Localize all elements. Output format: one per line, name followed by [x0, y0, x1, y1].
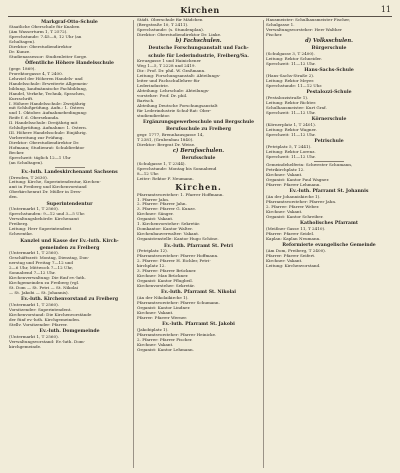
entry-line: Leitung: Rektor Meyer. [266, 77, 315, 83]
entry-line: Pfarrer: Pfarrer Werner. [137, 314, 188, 320]
entry-line: Becker. [9, 150, 25, 156]
subsection-title: b) Fachschulen. [175, 38, 222, 45]
entry-line: Pfarrer: Pfarrer Seidel. [266, 230, 315, 236]
entry-line: Reife f. d. Obersekunda. [9, 115, 60, 121]
entry-line: Weg 1—5, T 2228 und 2419. [137, 63, 196, 69]
column-divider-2 [263, 20, 264, 468]
entry-heading: Ev.-luth. Domgemeinde [39, 329, 100, 335]
page-title: Kirchen [180, 5, 220, 15]
column-1 [9, 18, 130, 470]
entry-line: 2. Pfarrer: Pfarrer Fischer. [137, 336, 193, 342]
entry-line: Kaplan: Kaplan Neumann. [266, 235, 321, 241]
entry-line: Handelsschule: Erweiterte Allgemein- [9, 80, 89, 86]
entry-line: (Petriplatz 12). [137, 248, 169, 254]
entry-line: Pfarramtsvorsteher: Pfarrer Schumann. [137, 299, 220, 305]
entry-heading: Öffentliche Höhere Handelsschule [25, 61, 114, 67]
entry-line: T 2381, (Grubenbau 1840). [137, 136, 194, 142]
entry-line: 2. Pfarrer: Pfarrer Jahn. [137, 201, 187, 207]
entry-line: Lehrziel der Höheren Handels- und [9, 75, 83, 81]
entry-line: gegr. 1777, Brennhausgasse 14, [137, 131, 204, 137]
entry-line: Kirchner: Vakant. [266, 208, 303, 214]
entry-line: Handel, Verkehr, Technik, Sprachen, [9, 90, 86, 96]
entry-line: Sprechstunde: 11—12 Uhr. [266, 82, 323, 88]
entry-line: Schulgasse 1. [266, 21, 295, 27]
entry-heading: Ev.-luth. Pfarramt St. Petri [164, 243, 233, 249]
entry-line: Kirchner: Vakant. [137, 309, 174, 315]
entry-line: Sonnabend 7—12 Uhr. [9, 270, 56, 276]
entry-line: Staatliche Oberschule für Knaben [9, 24, 80, 30]
entry-line: Organist: Kantor Schreiber. [266, 213, 324, 219]
entry-line: Direktor: Oberstudiendirektor [9, 43, 72, 49]
entry-line: Sprechzeit: 11—12 Uhr. [266, 109, 316, 115]
entry-line: St. Dom — St. Petri — St. Nikolai [9, 284, 78, 290]
entry-line: (Untermarkt 1, T 2560). [9, 333, 59, 339]
entry-line: Pfarramtsvorsteher: 1. Pfarrer Hoffmann. [137, 191, 224, 197]
entry-line: leiter und Fachschullehrer für [137, 77, 200, 83]
entry-line: 3. Pfarrer: Pfarrer G. Kunze. [137, 206, 197, 212]
entry-line: Kurzschrift. [9, 95, 34, 101]
entry-line: 2. Pfarrer: Pfarrer Weber. [266, 203, 320, 209]
entry-line: Leitung: Rektor Lorenz. [266, 148, 316, 154]
entry-line: für Lederindustrie Schul-Rat: Ober- [137, 107, 212, 113]
entry-line: Leitung: Herr Superintendent [9, 226, 72, 232]
entry-line: den. [9, 194, 18, 200]
entry-line: Organist: Kantor Lehmann. [137, 346, 194, 352]
entry-line: Pfarramtsvorsteher: Pfarrer Heinicke. [137, 331, 217, 337]
entry-heading: Ev.-luth. Pfarramt St. Jakobi [162, 322, 235, 328]
entry-line: Fischer. [266, 31, 283, 37]
entry-line: und 1. Oktober. Aufnahmebedingung: [9, 110, 88, 116]
entry-line: bildung, kaufmännische Fachbildung, [9, 85, 88, 91]
entry-line: Sprechstunde: Montag bis Sonnabend [137, 165, 217, 171]
entry-line: Sprechzeit: 11—12 Uhr. [266, 153, 316, 159]
entry-line: Kreuzgasse 1 und Hainichener [137, 58, 201, 64]
entry-line: Vorbereitung zur Prüfung. [9, 135, 64, 141]
entry-line: (Meißner Gasse 11, T 2410). [266, 225, 326, 231]
entry-heading: Ev.-luth. Kirchenvorstand zu Freiberg [20, 297, 119, 303]
entry-line: Direktor: Bergrat Dr. Weise. [137, 141, 196, 147]
entry-line: (An der Nikolaikirche 1). [137, 294, 189, 300]
entry-line: Organist: Kantor Pflugbeil. [137, 277, 193, 283]
entry-line: Stellv. Vorsitzender: Pfarrer. [9, 321, 68, 327]
entry-line: Leitung: Forschungsanstalt: Abteilungs- [137, 72, 221, 78]
entry-line: (Petriplatz 5, T 2441). [266, 143, 312, 149]
entry-line: Leiter: Rektor F. Neumann. [137, 175, 194, 181]
entry-line: Petrikirchplatz 12. [266, 167, 305, 173]
entry-line: (an Schultagen). [9, 159, 44, 165]
entry-line: Sprechstunde: (s. Stundenplan). [137, 26, 205, 32]
entry-heading: Deutsche Forschungsanstalt und Fach- [148, 46, 249, 52]
entry-line: 1. Kirchenvorsteher: Sekretär. [137, 221, 201, 227]
entry-heading: Ev.-luth. Pfarramt St. Johannis [289, 189, 369, 195]
section-separator [55, 167, 85, 168]
entry-heading: Petrischule [314, 139, 344, 145]
entry-line: Kirchner: Max Brückner. [137, 272, 189, 278]
entry-line: Hausmeister: Schulhausmeister Fischer, [266, 18, 351, 22]
entry-line: Organistenstelle: Kantor Hugo Schöne. [137, 236, 219, 242]
entry-line: kirchgemeinde. [9, 343, 42, 349]
entry-heading: gemeinden zu Freiberg [39, 245, 100, 251]
entry-line: (Jakobiplatz 1). [137, 326, 169, 332]
subsection-title: c) Berufsschulen. [172, 148, 225, 155]
entry-line: Schwentke. [9, 231, 34, 237]
entry-heading: Körnerschule [311, 117, 347, 123]
entry-line: Kirchner: Vakant. [266, 257, 303, 263]
entry-line: Abteilung: Lehrschule: Abteilungs- [137, 87, 210, 93]
entry-line: 3. Pfarrer: Pfarrer Brückner. [137, 268, 197, 274]
entry-line: Geschäftszeit: Montag, Dienstag, Don- [9, 255, 90, 261]
entry-line: Dir.: Prof. Dr. phil. W. Graßmann. [137, 68, 206, 73]
entry-line: Verwaltungsvorstand: Ev.-luth. Dom- [9, 338, 86, 344]
entry-heading: Ev.-luth. Pfarramt St. Nikolai [160, 290, 237, 296]
entry-heading: Superintendentur [46, 201, 93, 207]
entry-heading: schule für Lederindustrie, Freiberg/Sa. [148, 53, 249, 59]
entry-line: Organist: Vakant. [137, 216, 174, 222]
entry-line: Schulhausmeister: Kurt Graf. [266, 104, 327, 110]
entry-line: (Schulgasse 1, T 2344). [137, 160, 186, 166]
entry-heading: Reformierte evangelische Gemeinde [282, 243, 376, 249]
entry-line: Pfarramtsvorsteher: Pfarrer Jahn. [266, 198, 337, 204]
entry-heading: Ergänzungsgewerbeschule und Bergschule [142, 120, 255, 126]
entry-line: Sprechzeit: 11—12 Uhr. [266, 131, 316, 137]
entry-line: Oberkirchenrat Dr. Müller in Dres- [9, 189, 82, 195]
entry-line: Schlußprüfung. Aufnahme: 1. Ostern. [9, 125, 88, 131]
entry-line: Schultagen). [9, 38, 36, 44]
section-title: Kirchen. [175, 181, 222, 192]
entry-line: (Untermarkt 1, T 2560). [9, 250, 59, 256]
entry-line: Studienassessor: Studienleiter Sorge. [9, 53, 88, 59]
entry-line: Domkantor: Kantor Walter. [137, 226, 193, 232]
entry-heading: Markgraf-Otto-Schule [41, 19, 98, 25]
entry-heading: Bürgerschule [311, 46, 347, 52]
entry-line: Freiberg. [9, 221, 29, 227]
entry-line: Kirchenvorstand: Die Kirchenvorstände [9, 311, 92, 317]
entry-line: Leitung: Kirche, Superintendentur, Kirchen- [9, 179, 101, 185]
entry-line: vorsteher: Prof. Dr. phil. [137, 92, 188, 98]
entry-line: III. Höhere Handelsschule: Einjährig. [9, 130, 87, 136]
entry-heading: Berufsschule zu Freiberg [165, 127, 232, 133]
entry-heading: Berufsschule [181, 156, 216, 162]
entry-line: Sprechzeit: 11—12 Uhr. [266, 60, 316, 66]
entry-line: (Untermarkt 1, T 2560). [9, 206, 59, 212]
entry-line: — St. Jakobi — St. Johannis). [9, 289, 69, 295]
entry-line: mit Schlußprüfung. Aufn.: 1. Ostern [9, 105, 84, 111]
entry-line: Prorektorgasse 4, T 2400. [9, 70, 64, 76]
column-2 [137, 18, 260, 470]
entry-line: Leitung: Kirchenvorstand. [266, 262, 321, 268]
entry-heading: Katholisches Pfarramt [299, 221, 359, 227]
entry-line: Pfarrer: Pfarrer Lehmann. [266, 181, 321, 187]
entry-line: (Hans-Sachs-Straße 2). [266, 72, 315, 78]
page-number: 11 [380, 5, 391, 14]
entry-heading: Kanzlei und Kasse der Ev.-luth. Kirch- [20, 238, 119, 244]
column-3 [266, 18, 392, 470]
entry-line: Kirchenverwaltung: Die fünf ev.-luth. [9, 275, 86, 281]
entry-line: (Pestalozzistraße 1). [266, 94, 309, 100]
entry-line: Direktor: Oberstudiendirektor Dr. [9, 140, 80, 146]
entry-line: Gemeindehelferin: Schwester Schumann, [266, 162, 353, 168]
entry-line: Sprechstunden: 9—12 und 3—5 Uhr. [9, 211, 86, 217]
entry-line: amt in Freiberg und Kirchenvorstand [9, 184, 87, 190]
entry-line: Organist: Kantor Lindner. [137, 304, 191, 310]
entry-heading: Pestalozzi-Schule [306, 90, 352, 96]
entry-line: 8—12 Uhr. [137, 170, 160, 176]
entry-line: Vorsitzender: Superintendent. [9, 306, 72, 312]
entry-line: 2. Pfarrer: Pfarrer H. Eichler, Petri- [137, 258, 211, 264]
entry-line: Hofmann; Studienrat: Schuldirektor [9, 145, 85, 151]
entry-line: (gegr. 1869). [9, 65, 36, 71]
entry-line: Pfarrer: Pfarrer Seifert. [266, 252, 316, 258]
entry-heading: Hans-Sachs-Schule [304, 68, 354, 74]
entry-heading: Ev.-luth. Landeskirchenamt Sachsens [21, 169, 118, 175]
entry-line: 1. Pfarrer Jahn. [137, 196, 170, 202]
entry-line: Kirchner: Sänger. [137, 211, 174, 217]
entry-line: II. Handelsschule: Dreijährig mit [9, 120, 78, 126]
entry-line: Verwaltungsbehörde: Kirchenamt [9, 216, 79, 222]
entry-line: Kirchenvorsteher: Sekretär. [137, 282, 195, 288]
column-divider-1 [133, 20, 134, 468]
entry-line: der fünf ev.-luth. Kirchgemeinden. [9, 316, 81, 322]
entry-line: Organist: Kantor Paul Wagner. [266, 176, 330, 182]
entry-line: Dr. Kunze. [9, 48, 31, 54]
entry-line: Bartsch. [137, 97, 155, 103]
entry-line: Kirchenbauverwalter: Vakant. [137, 231, 200, 237]
entry-line: (Bergstraße 10, T 2411). [137, 21, 189, 27]
entry-line: nerstag und Freitag 7—12 und [9, 260, 73, 266]
entry-line: Kirchner: Vakant. [266, 172, 303, 178]
entry-line: Kirchner: Vakant. [137, 341, 174, 347]
entry-line: (An der Johanniskirche 1). [266, 193, 321, 199]
entry-line: Sprechstunde: 7.45—8, 12 Uhr (an [9, 34, 82, 39]
entry-line: Abteilung Deutsche Forschungsanstalt [137, 102, 218, 108]
entry-line: Leitung: Rektor Schneider. [266, 55, 322, 61]
entry-line: Städt. Oberschule für Mädchen [137, 18, 203, 22]
entry-line: (Dresden, T 2630). [9, 174, 48, 180]
entry-line: Leitung: Rektor Wagner. [266, 126, 317, 132]
entry-line: 2—6 Uhr, Mittwoch 7—12 Uhr, [9, 265, 73, 271]
subsection-title: d) Volksschulen. [305, 38, 353, 45]
entry-line: Verwaltungsvorsteher: Herr Walther [266, 26, 342, 32]
header-rule [8, 16, 392, 17]
entry-line: Lederindustrie. [137, 82, 170, 88]
entry-line: I. Höhere Handelsschule: Zweijährig [9, 100, 86, 106]
entry-line: Pfarramtsvorsteher: Pfarrer Hoffmann. [137, 253, 219, 259]
entry-line: (Körnerplatz 1, T 2401). [266, 121, 317, 127]
entry-line: Kirchgemeinden zu Freiberg (vgl. [9, 280, 80, 285]
entry-line: Sprechzeit: täglich 12—1 Uhr [9, 155, 71, 161]
entry-line: kirchplatz 12. [137, 263, 166, 269]
entry-line: (Schulgasse 3, T 2400). [266, 51, 315, 56]
entry-line: Leitung: Rektor Richter. [266, 99, 317, 105]
entry-line: (Am Dom, Freiberg, T 2400). [266, 247, 327, 253]
entry-line: (Untermarkt 1, T 2560). [9, 301, 59, 307]
entry-line: (Am Wasserturm 1, T 2572). [9, 29, 68, 35]
entry-line: studiendirektor. [137, 112, 171, 118]
entry-line: Direktor: Oberstudiendirektor Dr. Linke. [137, 31, 222, 37]
